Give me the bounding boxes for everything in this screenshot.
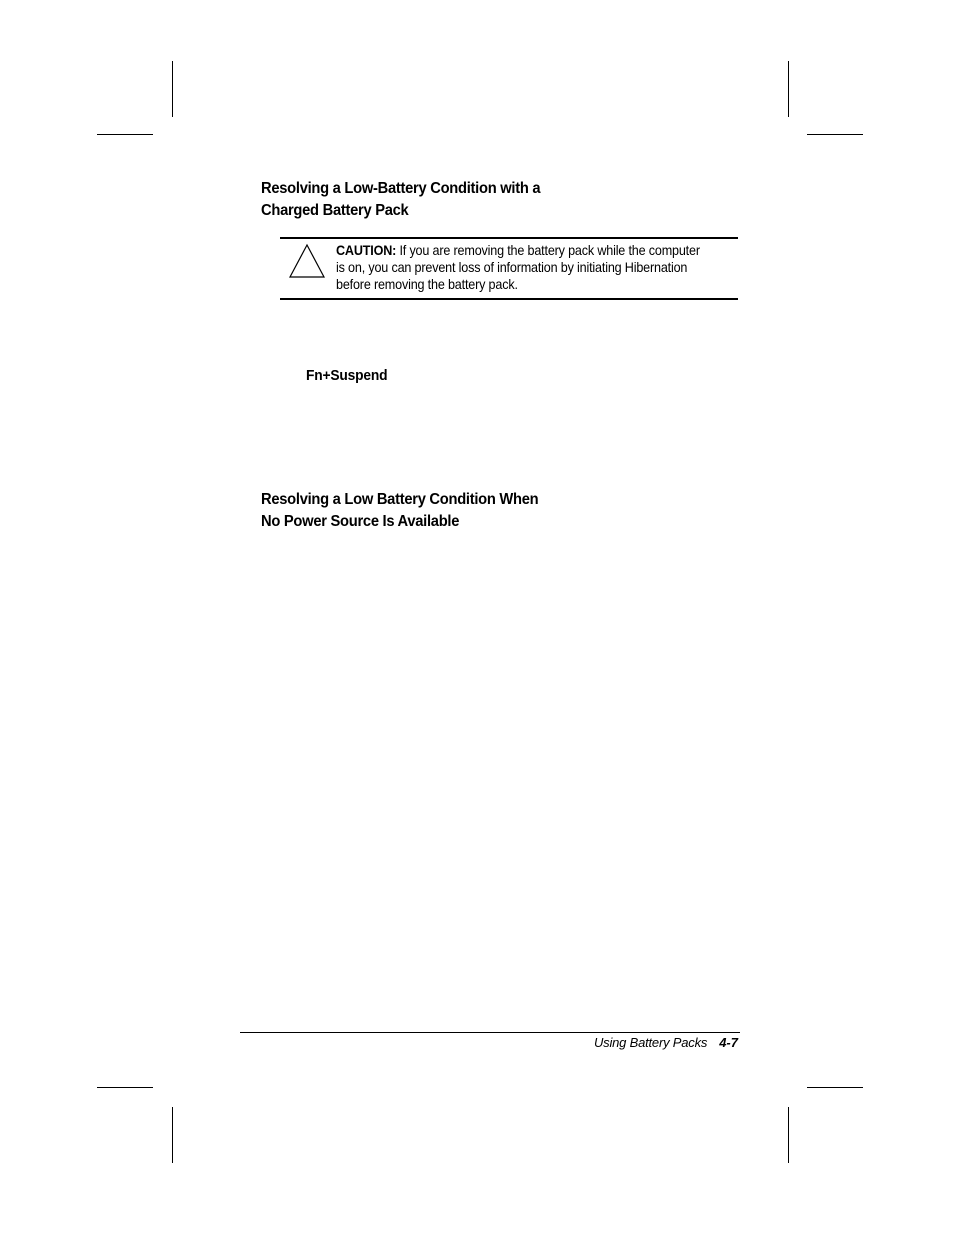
caution-line: If you are removing the battery pack while the computer bbox=[396, 242, 700, 258]
crop-mark bbox=[172, 61, 173, 117]
caution-line: is on, you can prevent loss of information by initiating Hibernation bbox=[336, 259, 688, 275]
crop-mark bbox=[97, 134, 153, 135]
heading-line: No Power Source Is Available bbox=[261, 513, 460, 530]
crop-mark bbox=[788, 61, 789, 117]
footer-title: Using Battery Packs bbox=[593, 1035, 708, 1050]
crop-mark bbox=[788, 1107, 789, 1163]
crop-mark bbox=[807, 134, 863, 135]
key-combo-label: Fn+Suspend bbox=[306, 367, 388, 384]
page-number: 4-7 bbox=[719, 1035, 738, 1050]
caution-text bbox=[336, 242, 714, 293]
section-heading-charged-battery bbox=[261, 178, 540, 222]
heading-line: Resolving a Low-Battery Condition with a bbox=[261, 180, 541, 197]
heading-line: Resolving a Low Battery Condition When bbox=[261, 491, 539, 508]
crop-mark bbox=[97, 1087, 153, 1088]
footer-rule bbox=[240, 1032, 740, 1033]
page-footer bbox=[594, 1035, 738, 1051]
section-heading-no-power-source bbox=[261, 489, 538, 533]
warning-triangle-icon bbox=[288, 243, 326, 279]
caution-box bbox=[280, 237, 738, 300]
caution-line: before removing the battery pack. bbox=[336, 276, 518, 292]
crop-mark bbox=[807, 1087, 863, 1088]
heading-line: Charged Battery Pack bbox=[261, 202, 409, 219]
caution-label: CAUTION: bbox=[336, 242, 397, 258]
crop-mark bbox=[172, 1107, 173, 1163]
